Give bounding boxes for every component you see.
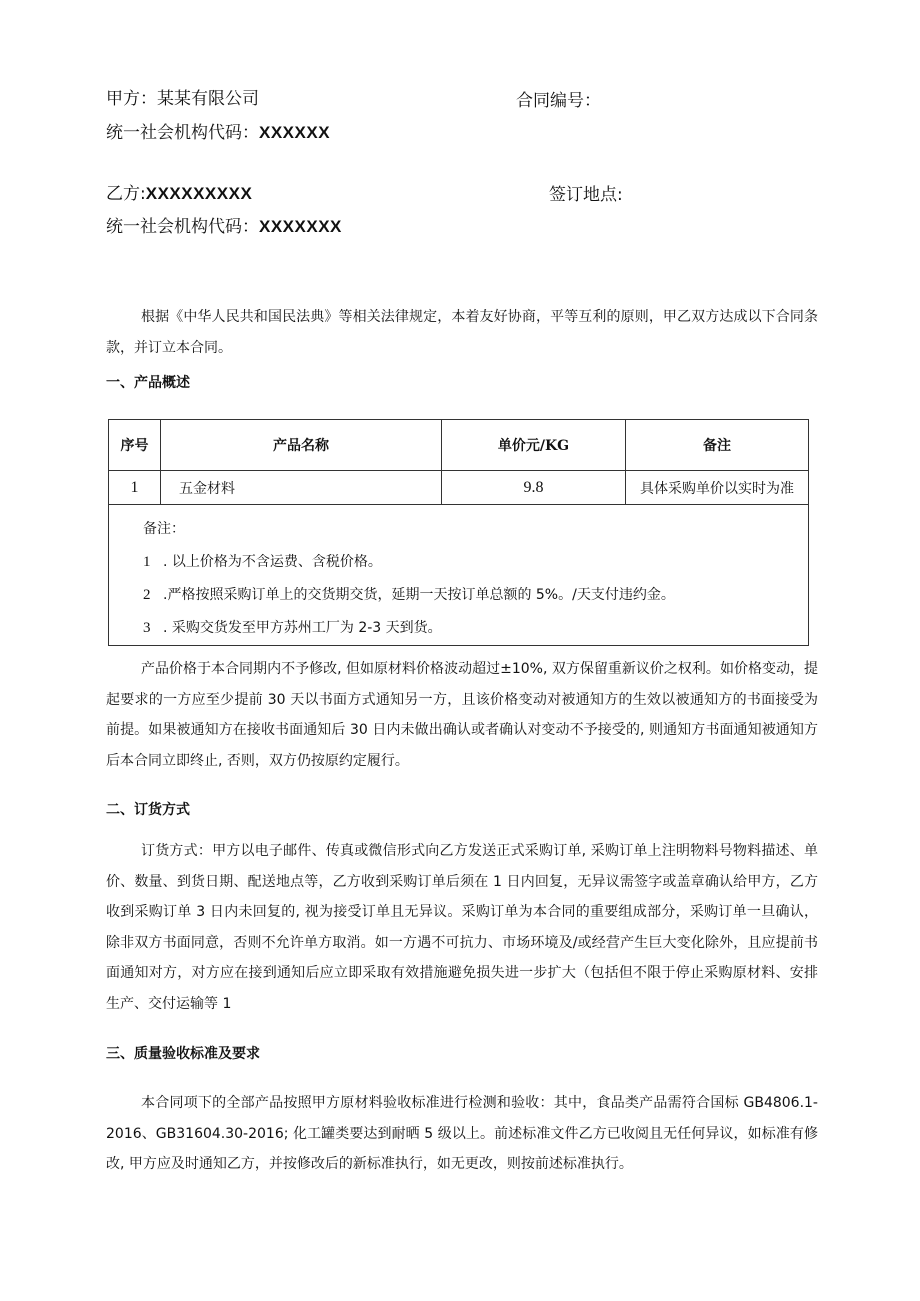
cell-unit-price: 9.8 xyxy=(442,471,626,505)
note-number: 1 xyxy=(143,554,151,570)
party-b-code-label: 统一社会机构代码： xyxy=(106,217,259,237)
party-a-code-value: XXXXXX xyxy=(259,123,331,142)
header-unit-price: 单价元/KG xyxy=(442,420,626,471)
notes-block xyxy=(109,505,808,645)
note-item xyxy=(143,579,808,612)
pricing-paragraph: 产品价格于本合同期内不予修改, 但如原材料价格波动超过±10%, 双方保留重新议价之权利。如价格变动，提起要求的一方应至少提前 30 天以书面方式通知另一方，且该价格变动对被通知方的生效以被通知方的书面接受为前提。如果被通知方在接收书面通知后 30 日内未做出确认或者确认对变动不予接受的, 则通知方书面通知被通知方后本合同立即终止, 否则，双方仍按原约定履行。 xyxy=(106,661,818,769)
party-b-code xyxy=(106,216,342,238)
party-a-code-label: 统一社会机构代码： xyxy=(106,123,259,143)
ordering-paragraph: 订货方式：甲方以电子邮件、传真或微信形式向乙方发送正式采购订单, 采购订单上注明物料号物料描述、单价、数量、到货日期、配送地点等，乙方收到采购订单后须在 1 日内回复，无异议需签字或盖章确认给甲方，乙方收到采购订单 3 日内未回复的, 视为接受订单且无异议。采购订单为本合同的重要组成部分，采购订单一旦确认，除非双方书面同意，否则不允许单方取消。如一方遇不可抗力、市场环境及/或经营产生巨大变化除外，且应提前书面通知对方，对方应在接到通知后应立即采取有效措施避免损失进一步扩大（包括但不限于停止采购原材料、安排生产、交付运输等 1 xyxy=(106,843,818,1012)
party-a-label: 甲方：某某有限公司 xyxy=(106,89,259,109)
cell-product-name: 五金材料 xyxy=(161,471,442,505)
table-row xyxy=(109,471,809,505)
cell-remark: 具体采购单价以实时为准 xyxy=(626,471,809,505)
contract-number-label: 合同编号： xyxy=(516,91,601,111)
note-text: .严格按照采购订单上的交货期交货，延期一天按订单总额的 5%。/天支付违约金。 xyxy=(163,587,675,603)
quality-paragraph: 本合同项下的全部产品按照甲方原材料验收标准进行检测和验收：其中，食品类产品需符合国标 GB4806.1-2016、GB31604.30-2016; 化工罐类要达到耐晒 5 级以上。前述标准文件乙方已收阅且无任何异议，如标准有修改, 甲方应及时通知乙方，并按修改后的新标准执行，如无更改，则按前述标准执行。 xyxy=(106,1095,818,1172)
party-b-label: 乙方: xyxy=(106,184,146,204)
note-text: . 采购交货发至甲方苏州工厂为 2-3 天到货。 xyxy=(163,620,442,636)
note-text: . 以上价格为不含运费、含税价格。 xyxy=(163,554,382,570)
note-item xyxy=(143,546,808,579)
product-table xyxy=(108,419,809,646)
sign-place-label: 签订地点: xyxy=(549,185,623,205)
header-remark: 备注 xyxy=(626,420,809,471)
header-product-name: 产品名称 xyxy=(161,420,442,471)
party-b-name xyxy=(106,183,252,205)
notes-title: 备注： xyxy=(143,521,185,537)
header-no: 序号 xyxy=(109,420,161,471)
note-number: 2 xyxy=(143,587,151,603)
party-a-name xyxy=(106,88,259,110)
section-2-title: 二、订货方式 xyxy=(106,802,190,818)
note-item xyxy=(143,612,808,645)
notes-cell xyxy=(109,505,809,646)
note-number: 3 xyxy=(143,620,151,636)
party-a-code xyxy=(106,122,330,144)
section-1-title: 一、产品概述 xyxy=(106,375,190,391)
section-3-title: 三、质量验收标准及要求 xyxy=(106,1046,260,1062)
table-notes-row xyxy=(109,505,809,646)
party-b-name-value: XXXXXXXXX xyxy=(145,184,253,203)
intro-paragraph: 根据《中华人民共和国民法典》等相关法律规定，本着友好协商，平等互利的原则，甲乙双方达成以下合同条款，并订立本合同。 xyxy=(106,309,818,356)
table-header-row xyxy=(109,420,809,471)
party-b-code-value: XXXXXXX xyxy=(259,217,342,236)
cell-no: 1 xyxy=(109,471,161,505)
